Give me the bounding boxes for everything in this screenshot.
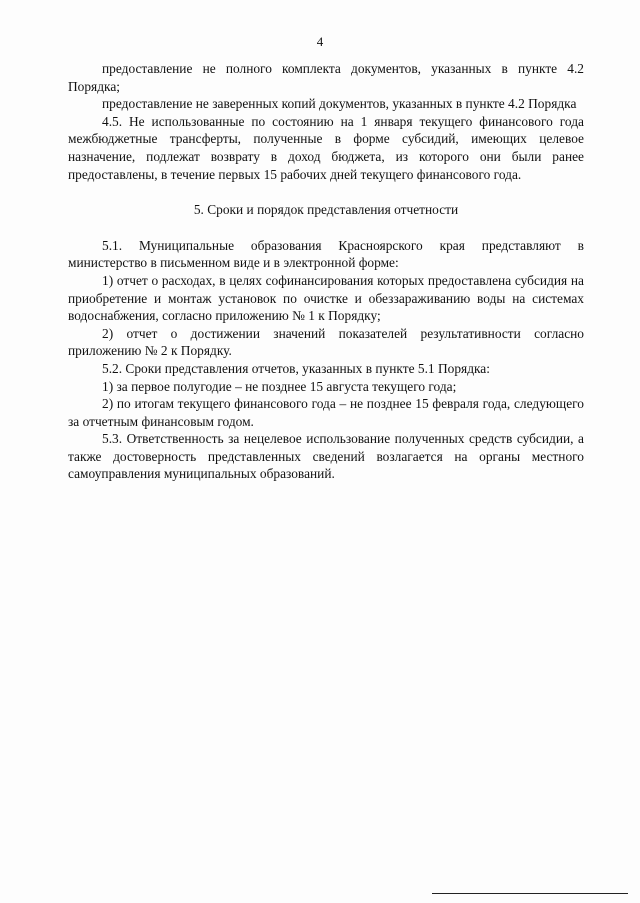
paragraph-incomplete-documents: предоставление не полного комплекта документов, указанных в пункте 4.2 Порядка;: [68, 61, 584, 94]
paragraph-5-1-item-1: 1) отчет о расходах, в целях софинансирования которых предоставлена субсидия на приобретение и монтаж установок по очистке и обеззараживанию воды на системах водоснабжения, согласно приложению № 1 к Порядку;: [68, 272, 584, 324]
paragraph-5-3: 5.3. Ответственность за нецелевое использование полученных средств субсидии, а также достоверность представленных сведений возлагается на органы местного самоуправления муниципальных образований.: [68, 431, 584, 482]
page-number: 4: [316, 34, 324, 49]
paragraph-4-5-return-of-transfers: 4.5. Не использованные по состоянию на 1 января текущего финансового года межбюджетные трансферты, полученные в форме субсидий, имеющих целевое назначение, подлежат возврату в доход бюджета, из которого они были ранее предоставлены, в течение первых 15 рабочих дней текущего финансового года.: [68, 113, 584, 182]
paragraph-5-1: 5.1. Муниципальные образования Красноярского края представляют в министерство в письменном виде и в электронной форме:: [68, 237, 584, 271]
section-5-heading: 5. Сроки и порядок представления отчетности: [193, 202, 459, 218]
paragraph-5-2: 5.2. Сроки представления отчетов, указанных в пункте 5.1 Порядка:: [102, 360, 490, 376]
paragraph-5-2-item-1: 1) за первое полугодие – не позднее 15 августа текущего года;: [102, 378, 457, 394]
paragraph-uncertified-copies: предоставление не заверенных копий документов, указанных в пункте 4.2 Порядка: [102, 96, 577, 112]
paragraph-5-2-item-2: 2) по итогам текущего финансового года – не позднее 15 февраля года, следующего за отчетным финансовым годом.: [68, 396, 584, 429]
footer-rule: [432, 893, 628, 894]
document-body: [68, 60, 584, 483]
paragraph-5-1-item-2: 2) отчет о достижении значений показателей результативности согласно приложению № 2 к Порядку.: [68, 325, 584, 359]
